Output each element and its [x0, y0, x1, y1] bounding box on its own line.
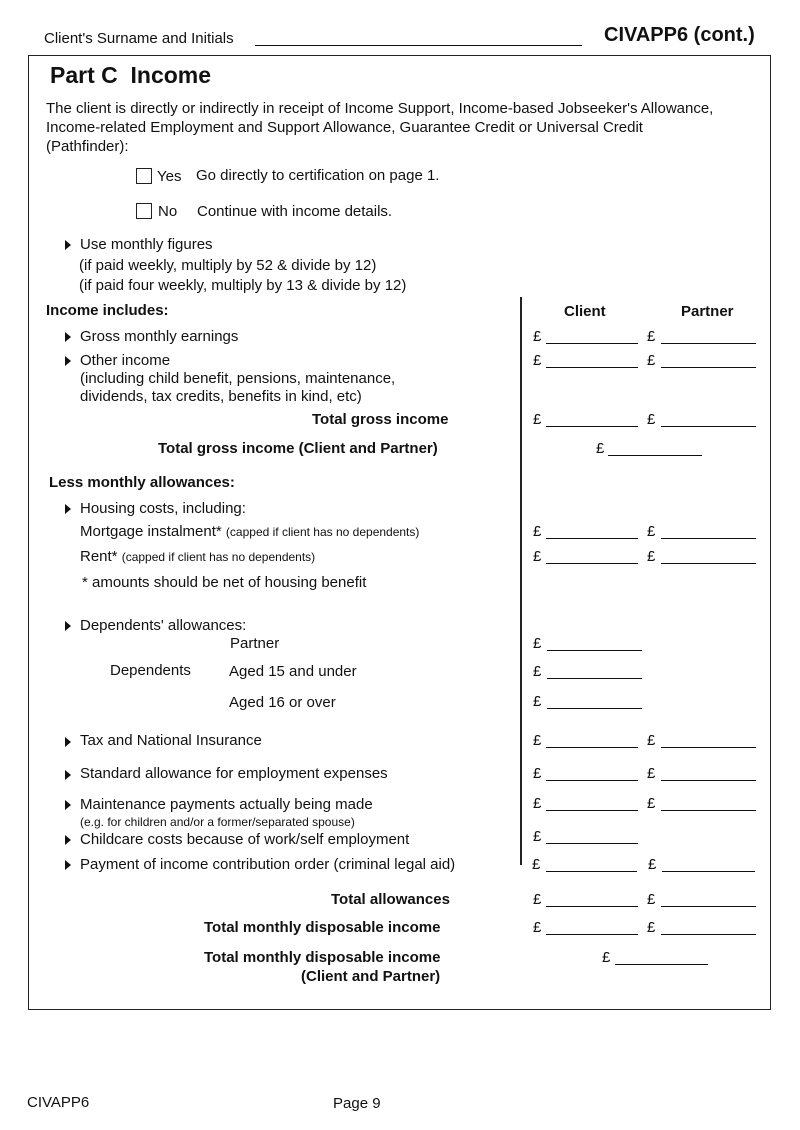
housing-benefit-note: * amounts should be net of housing benefit [82, 574, 367, 591]
total-disposable-label: Total monthly disposable income [204, 919, 441, 936]
dependents-label: Dependents [110, 662, 191, 679]
pound-sign: £ [647, 765, 656, 782]
contribution-order-partner-field[interactable] [648, 856, 758, 874]
footer-form-id: CIVAPP6 [27, 1094, 90, 1111]
other-income-client-field[interactable] [533, 352, 639, 370]
yes-label: Yes [157, 168, 182, 185]
pound-sign: £ [647, 732, 656, 749]
pound-sign: £ [596, 440, 605, 457]
pound-sign: £ [647, 328, 656, 345]
tax-ni-partner-field[interactable] [647, 732, 757, 750]
pound-sign: £ [647, 919, 656, 936]
allowances-heading: Less monthly allowances: [49, 474, 235, 491]
other-income-label: Other income [80, 352, 171, 369]
pound-sign: £ [533, 795, 542, 812]
maintenance-client-field[interactable] [533, 795, 639, 813]
bullet-arrow-icon [65, 240, 71, 250]
pound-sign: £ [648, 856, 657, 873]
maintenance-partner-field[interactable] [647, 795, 757, 813]
total-gross-partner-field[interactable] [647, 411, 757, 429]
pound-sign: £ [532, 856, 541, 873]
partner-allowance-field[interactable] [533, 635, 643, 653]
monthly-note-1: Use monthly figures [80, 236, 213, 253]
total-disposable-combined-label-1: Total monthly disposable income [204, 949, 441, 966]
page-number: Page 9 [333, 1095, 381, 1112]
dependents-allowances-label: Dependents' allowances: [80, 617, 247, 634]
bullet-arrow-icon [65, 835, 71, 845]
rent-note: (capped if client has no dependents) [121, 550, 316, 564]
bullet-arrow-icon [65, 800, 71, 810]
childcare-client-field[interactable] [533, 828, 639, 846]
bullet-arrow-icon [65, 770, 71, 780]
other-income-note-2: dividends, tax credits, benefits in kind, etc) [80, 388, 362, 405]
pound-sign: £ [533, 919, 542, 936]
rent-client-field[interactable] [533, 548, 639, 566]
other-income-partner-field[interactable] [647, 352, 757, 370]
pound-sign: £ [533, 765, 542, 782]
pound-sign: £ [647, 548, 656, 565]
pound-sign: £ [533, 548, 542, 565]
total-gross-combined-field[interactable] [596, 440, 704, 458]
bullet-arrow-icon [65, 356, 71, 366]
total-disposable-combined-label-2: (Client and Partner) [301, 968, 441, 985]
total-allowances-client-field[interactable] [533, 891, 639, 909]
yes-checkbox[interactable] [136, 168, 152, 184]
rent-label: Rent* [80, 548, 118, 565]
intro-line-2: Income-related Employment and Support Allowance, Guarantee Credit or Universal Credit [46, 119, 643, 136]
partner-allowance-label: Partner [230, 635, 280, 652]
pound-sign: £ [533, 732, 542, 749]
partner-column-header: Partner [681, 303, 734, 320]
total-allowances-partner-field[interactable] [647, 891, 757, 909]
mortgage-row [80, 523, 419, 540]
aged-15-field[interactable] [533, 663, 643, 681]
pound-sign: £ [647, 523, 656, 540]
pound-sign: £ [533, 352, 542, 369]
aged-15-label: Aged 15 and under [229, 663, 357, 680]
contribution-order-client-field[interactable] [532, 856, 638, 874]
aged-16-label: Aged 16 or over [229, 694, 336, 711]
mortgage-label: Mortgage instalment* [80, 523, 222, 540]
gross-earnings-label: Gross monthly earnings [80, 328, 239, 345]
pound-sign: £ [533, 411, 542, 428]
column-divider [520, 297, 522, 865]
surname-input-line[interactable] [255, 45, 582, 46]
bullet-arrow-icon [65, 860, 71, 870]
total-disposable-combined-field[interactable] [602, 949, 710, 967]
standard-allowance-label: Standard allowance for employment expenses [80, 765, 388, 782]
pound-sign: £ [647, 411, 656, 428]
rent-partner-field[interactable] [647, 548, 757, 566]
monthly-note-2: (if paid weekly, multiply by 52 & divide by 12) [79, 257, 377, 274]
total-disposable-client-field[interactable] [533, 919, 639, 937]
childcare-label: Childcare costs because of work/self employment [80, 831, 410, 848]
total-gross-client-field[interactable] [533, 411, 639, 429]
bullet-arrow-icon [65, 621, 71, 631]
total-allowances-label: Total allowances [331, 891, 450, 908]
tax-ni-client-field[interactable] [533, 732, 639, 750]
gross-earnings-partner-field[interactable] [647, 328, 757, 346]
pound-sign: £ [533, 693, 542, 710]
client-column-header: Client [564, 303, 606, 320]
no-checkbox[interactable] [136, 203, 152, 219]
other-income-note-1: (including child benefit, pensions, maintenance, [80, 370, 396, 387]
pound-sign: £ [647, 352, 656, 369]
rent-row [80, 548, 315, 565]
pound-sign: £ [533, 828, 542, 845]
contribution-order-label: Payment of income contribution order (criminal legal aid) [80, 856, 456, 873]
monthly-note-3: (if paid four weekly, multiply by 13 & divide by 12) [79, 277, 407, 294]
intro-line-3: (Pathfinder): [46, 138, 129, 155]
intro-line-1: The client is directly or indirectly in receipt of Income Support, Income-based Jobseeker's Allowance, [46, 100, 714, 117]
total-gross-combined-label: Total gross income (Client and Partner) [158, 440, 438, 457]
total-gross-label: Total gross income [312, 411, 449, 428]
maintenance-note: (e.g. for children and/or a former/separated spouse) [80, 815, 355, 829]
standard-allowance-client-field[interactable] [533, 765, 639, 783]
pound-sign: £ [533, 663, 542, 680]
part-title: Part C Income [50, 62, 212, 88]
gross-earnings-client-field[interactable] [533, 328, 639, 346]
no-instruction: Continue with income details. [197, 203, 393, 220]
bullet-arrow-icon [65, 504, 71, 514]
pound-sign: £ [533, 891, 542, 908]
total-disposable-partner-field[interactable] [647, 919, 757, 937]
standard-allowance-partner-field[interactable] [647, 765, 757, 783]
pound-sign: £ [602, 949, 611, 966]
housing-label: Housing costs, including: [80, 500, 246, 517]
yes-instruction: Go directly to certification on page 1. [196, 167, 440, 184]
bullet-arrow-icon [65, 332, 71, 342]
bullet-arrow-icon [65, 737, 71, 747]
mortgage-client-field[interactable] [533, 523, 639, 541]
maintenance-label: Maintenance payments actually being made [80, 796, 373, 813]
pound-sign: £ [533, 523, 542, 540]
mortgage-partner-field[interactable] [647, 523, 757, 541]
pound-sign: £ [647, 891, 656, 908]
income-heading: Income includes: [46, 302, 169, 319]
pound-sign: £ [647, 795, 656, 812]
pound-sign: £ [533, 635, 542, 652]
pound-sign: £ [533, 328, 542, 345]
no-label: No [158, 203, 178, 220]
tax-ni-label: Tax and National Insurance [80, 732, 262, 749]
aged-16-field[interactable] [533, 693, 643, 711]
mortgage-note: (capped if client has no dependents) [225, 525, 420, 539]
surname-label: Client's Surname and Initials [44, 30, 234, 47]
form-code: CIVAPP6 (cont.) [604, 24, 755, 46]
